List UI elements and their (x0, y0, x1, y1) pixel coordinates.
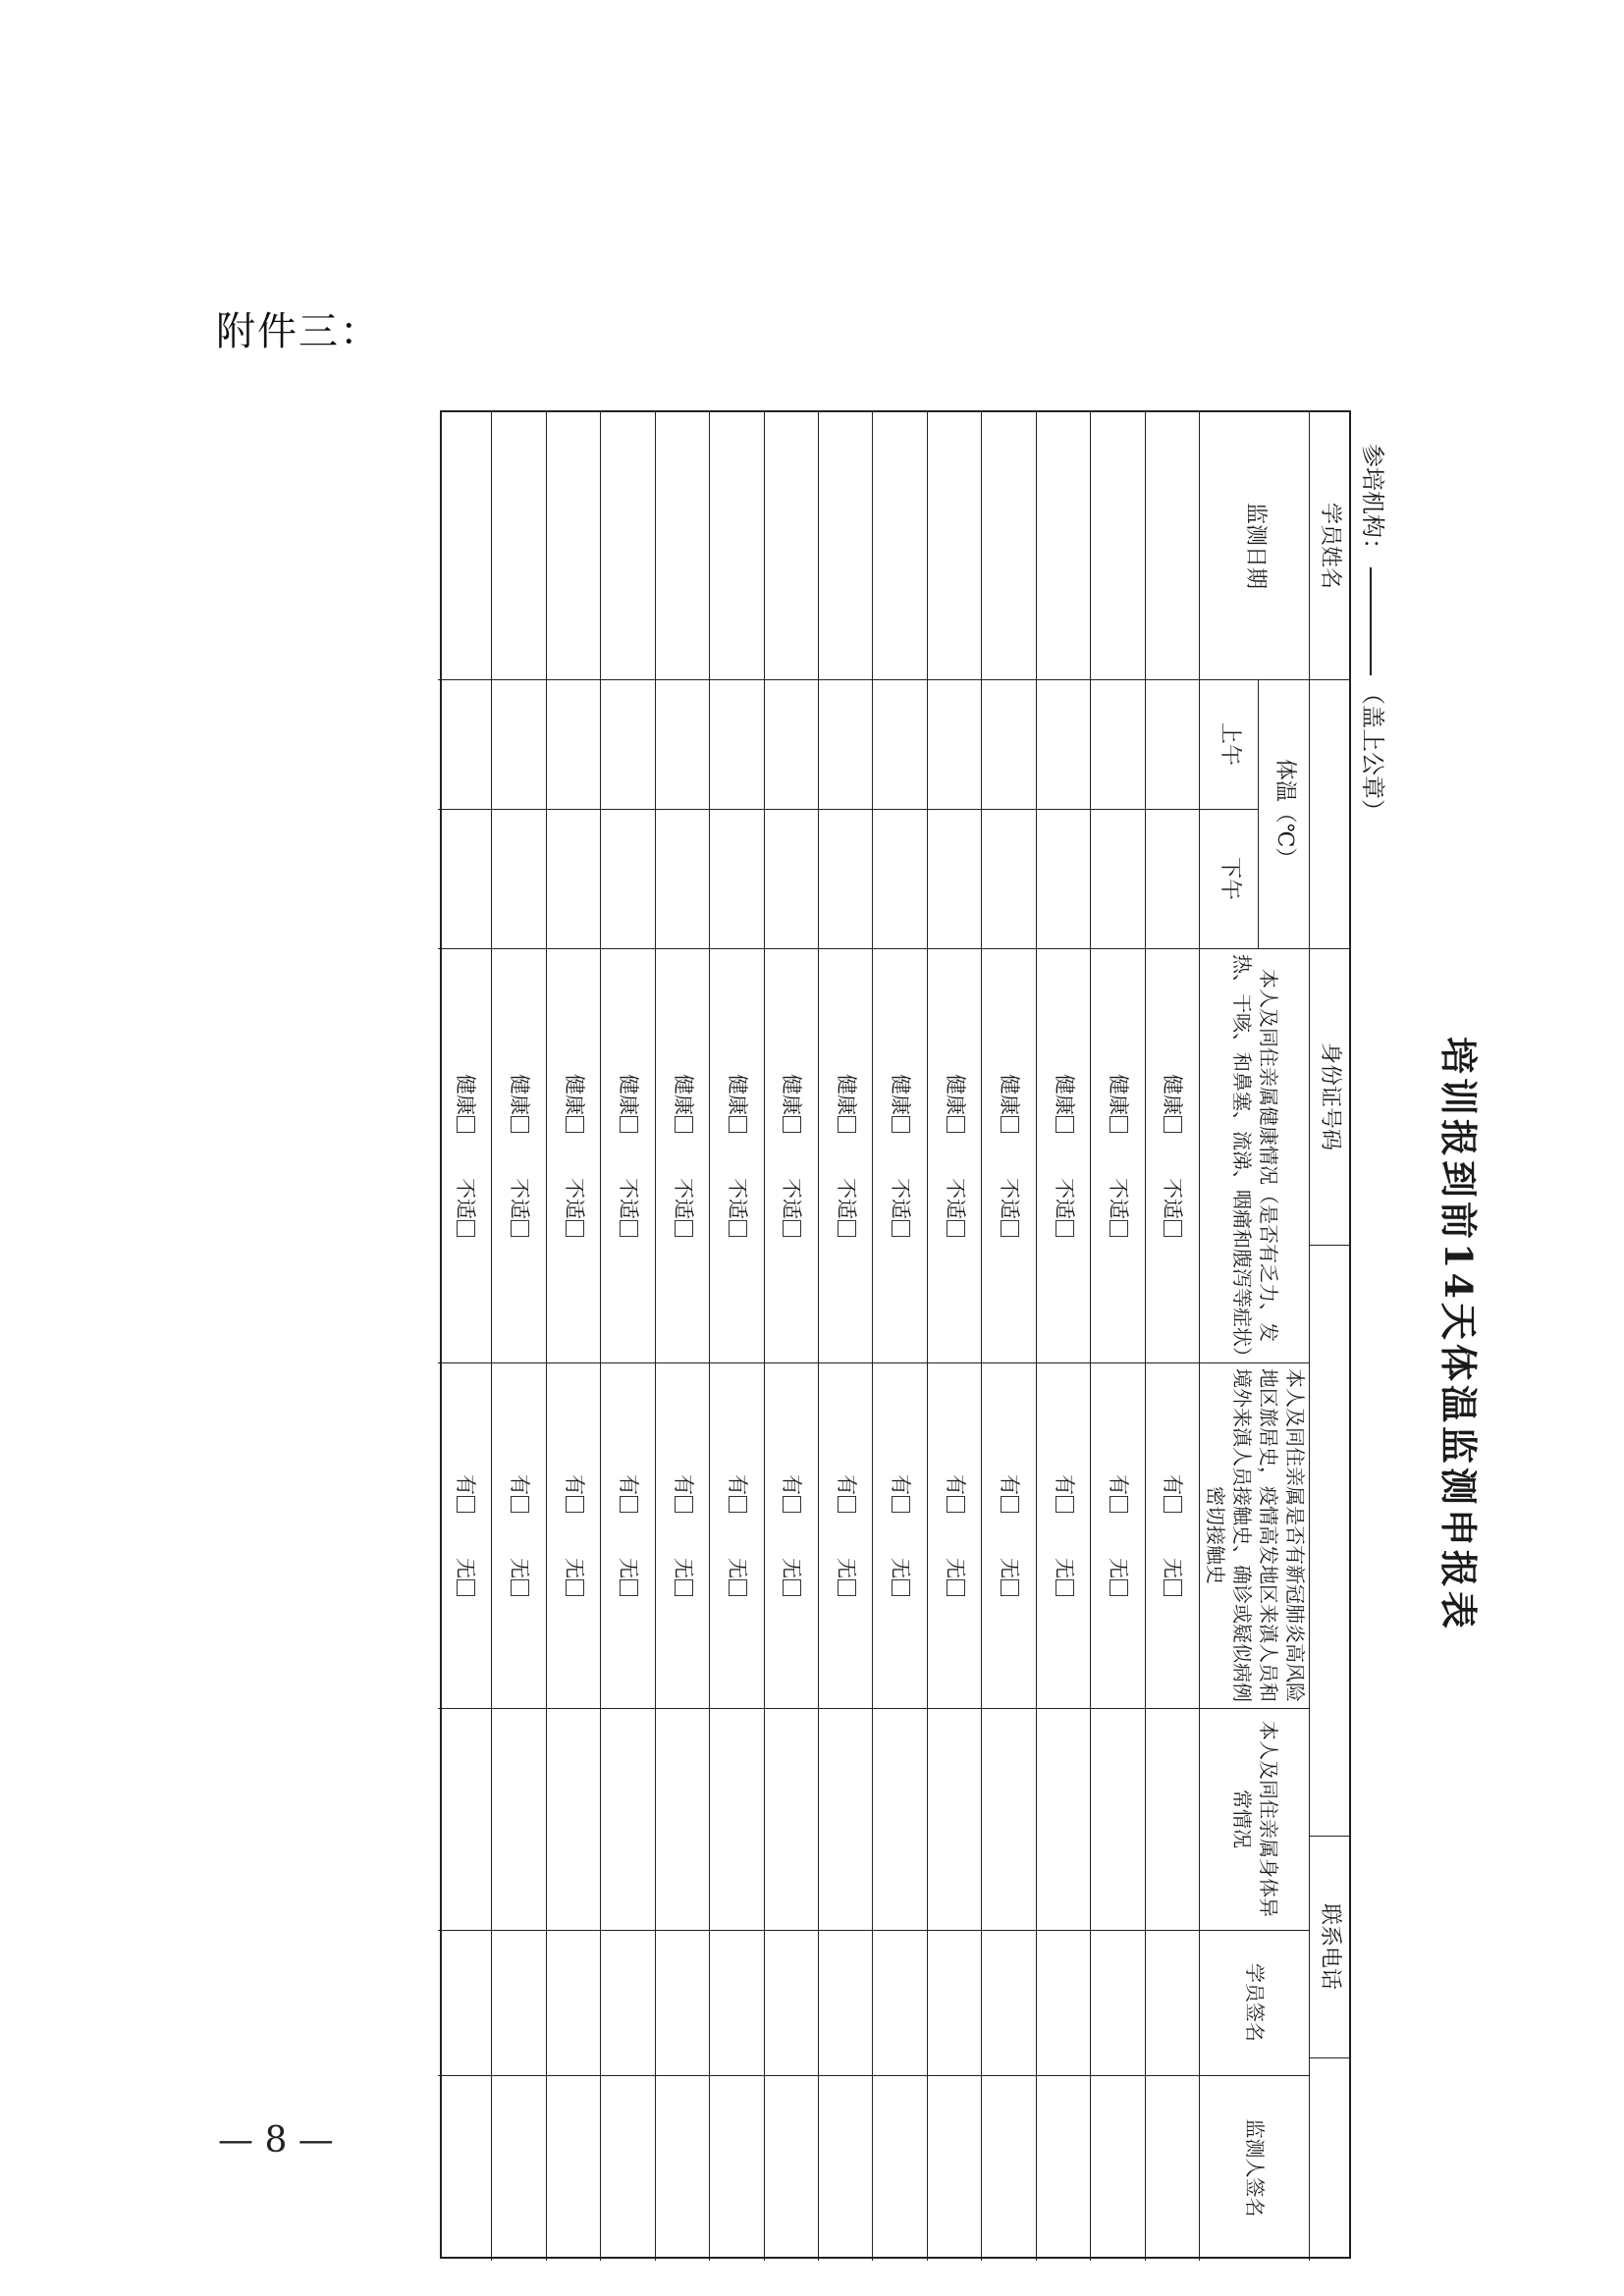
checkbox-icon[interactable] (1001, 1220, 1019, 1237)
option-label: 健康 (671, 1074, 695, 1115)
option-label: 不适 (943, 1178, 967, 1219)
no-checkbox[interactable] (1105, 1558, 1132, 1596)
student-name-label: 学员姓名 (1317, 502, 1342, 589)
option-label: 健康 (780, 1074, 804, 1115)
rule (438, 2075, 1310, 2076)
option-label: 无 (943, 1558, 967, 1578)
checkbox-icon[interactable] (457, 1220, 475, 1237)
checkbox-icon[interactable] (675, 1116, 693, 1133)
option-label: 不适 (726, 1178, 750, 1219)
option-label: 有 (943, 1474, 967, 1495)
no-checkbox[interactable] (615, 1558, 642, 1596)
checkbox-icon[interactable] (511, 1579, 529, 1596)
checkbox-icon[interactable] (620, 1579, 638, 1596)
unwell-checkbox[interactable] (615, 1178, 642, 1237)
checkbox-icon[interactable] (620, 1220, 638, 1237)
checkbox-icon[interactable] (783, 1496, 801, 1513)
checkbox-icon[interactable] (729, 1220, 747, 1237)
option-label: 不适 (671, 1178, 695, 1219)
option-label: 无 (562, 1558, 586, 1578)
exposure-cell (819, 1362, 873, 1708)
annex-label: 附件三： (216, 309, 381, 354)
yes-checkbox[interactable] (615, 1474, 642, 1513)
checkbox-icon[interactable] (892, 1496, 910, 1513)
no-checkbox[interactable] (452, 1558, 479, 1596)
unwell-checkbox[interactable] (1105, 1178, 1132, 1237)
checkbox-icon[interactable] (729, 1579, 747, 1596)
unwell-checkbox[interactable] (560, 1178, 587, 1237)
checkbox-icon[interactable] (1056, 1220, 1074, 1237)
healthy-checkbox[interactable] (887, 1074, 914, 1133)
healthy-checkbox[interactable] (724, 1074, 751, 1133)
checkbox-icon[interactable] (838, 1116, 856, 1133)
checkbox-icon[interactable] (783, 1116, 801, 1133)
morning-header: 上午 (1217, 721, 1242, 766)
student-name-field[interactable] (1310, 679, 1349, 948)
health-header: 本人及同住亲属健康情况（是否有乏力、发热、干咳、和鼻塞、流涕、咽痛和腹泻等症状） (1230, 954, 1280, 1366)
checkbox-icon[interactable] (457, 1579, 475, 1596)
no-checkbox[interactable] (996, 1558, 1023, 1596)
unwell-checkbox[interactable] (778, 1178, 805, 1237)
option-label: 不适 (780, 1178, 804, 1219)
checkbox-icon[interactable] (675, 1496, 693, 1513)
checkbox-icon[interactable] (1001, 1496, 1019, 1513)
health-status-cell (982, 948, 1036, 1362)
checkbox-icon[interactable] (729, 1496, 747, 1513)
option-label: 健康 (562, 1074, 586, 1115)
no-checkbox[interactable] (560, 1558, 587, 1596)
org-line (1351, 444, 1394, 823)
yes-checkbox[interactable] (669, 1474, 696, 1513)
yes-checkbox[interactable] (506, 1474, 533, 1513)
option-label: 无 (889, 1558, 913, 1578)
id-number-label: 身份证号码 (1317, 1041, 1342, 1150)
checkbox-icon[interactable] (620, 1116, 638, 1133)
option-label: 健康 (998, 1074, 1022, 1115)
page-number: — 8 — (218, 2120, 334, 2161)
yes-checkbox[interactable] (560, 1474, 587, 1513)
health-status-cell (1037, 948, 1091, 1362)
exposure-cell (873, 1362, 927, 1708)
option-label: 健康 (1107, 1074, 1131, 1115)
checkbox-icon[interactable] (838, 1220, 856, 1237)
health-status-cell (1146, 948, 1200, 1362)
no-checkbox[interactable] (1050, 1558, 1077, 1596)
healthy-checkbox[interactable] (778, 1074, 805, 1133)
exposure-cell (928, 1362, 982, 1708)
checkbox-icon[interactable] (1001, 1116, 1019, 1133)
rule (1310, 1245, 1349, 1246)
unwell-checkbox[interactable] (941, 1178, 968, 1237)
health-status-cell (710, 948, 764, 1362)
rule (1310, 2057, 1349, 2058)
unwell-checkbox[interactable] (669, 1178, 696, 1237)
checkbox-icon[interactable] (566, 1496, 584, 1513)
option-label: 健康 (508, 1074, 532, 1115)
option-label: 无 (1161, 1558, 1185, 1578)
option-label: 有 (1107, 1474, 1131, 1495)
yes-checkbox[interactable] (941, 1474, 968, 1513)
checkbox-icon[interactable] (1110, 1496, 1128, 1513)
option-label: 不适 (1107, 1178, 1131, 1219)
healthy-checkbox[interactable] (833, 1074, 860, 1133)
checkbox-icon[interactable] (620, 1496, 638, 1513)
option-label: 不适 (562, 1178, 586, 1219)
checkbox-icon[interactable] (1056, 1116, 1074, 1133)
checkbox-icon[interactable] (729, 1116, 747, 1133)
rule (438, 679, 1349, 680)
exposure-cell (492, 1362, 546, 1708)
option-label: 无 (1107, 1558, 1131, 1578)
checkbox-icon[interactable] (783, 1220, 801, 1237)
checkbox-icon[interactable] (566, 1220, 584, 1237)
checkbox-icon[interactable] (947, 1116, 965, 1133)
rule (1310, 1836, 1349, 1837)
no-checkbox[interactable] (724, 1558, 751, 1596)
option-label: 不适 (834, 1178, 858, 1219)
org-blank[interactable] (1371, 567, 1373, 675)
org-stamp-note: （盖上公章） (1359, 681, 1386, 823)
no-checkbox[interactable] (887, 1558, 914, 1596)
health-status-cell (819, 948, 873, 1362)
no-checkbox[interactable] (1159, 1558, 1186, 1596)
checkbox-icon[interactable] (1110, 1220, 1128, 1237)
checkbox-icon[interactable] (457, 1496, 475, 1513)
exposure-cell (656, 1362, 710, 1708)
option-label: 有 (1052, 1474, 1076, 1495)
checkbox-icon[interactable] (1164, 1496, 1182, 1513)
option-label: 不适 (998, 1178, 1022, 1219)
healthy-checkbox[interactable] (1159, 1074, 1186, 1133)
exposure-cell (547, 1362, 601, 1708)
exposure-cell (438, 1362, 492, 1708)
exposure-cell (710, 1362, 764, 1708)
checkbox-icon[interactable] (457, 1116, 475, 1133)
option-label: 不适 (453, 1178, 477, 1219)
option-label: 无 (453, 1558, 477, 1578)
exposure-cell (982, 1362, 1036, 1708)
option-label: 不适 (889, 1178, 913, 1219)
rule (1258, 679, 1259, 948)
option-label: 不适 (1161, 1178, 1185, 1219)
exposure-cell (765, 1362, 819, 1708)
option-label: 无 (998, 1558, 1022, 1578)
health-status-cell (547, 948, 601, 1362)
org-label: 参培机构： (1359, 444, 1386, 561)
checkbox-icon[interactable] (566, 1116, 584, 1133)
no-checkbox[interactable] (941, 1558, 968, 1596)
checkbox-icon[interactable] (783, 1579, 801, 1596)
exposure-cell (1037, 1362, 1091, 1708)
checkbox-icon[interactable] (892, 1220, 910, 1237)
checkbox-icon[interactable] (1164, 1116, 1182, 1133)
checkbox-icon[interactable] (1056, 1579, 1074, 1596)
exposure-header: 本人及同住亲属是否有新冠肺炎高风险地区旅居史，疫情高发地区来滇人员和境外来滇人员接触史、确诊或疑似病例密切接触史 (1204, 1368, 1307, 1702)
checkbox-icon[interactable] (566, 1579, 584, 1596)
checkbox-icon[interactable] (838, 1579, 856, 1596)
option-label: 无 (508, 1558, 532, 1578)
checkbox-icon[interactable] (1001, 1579, 1019, 1596)
no-checkbox[interactable] (669, 1558, 696, 1596)
option-label: 有 (726, 1474, 750, 1495)
unwell-checkbox[interactable] (452, 1178, 479, 1237)
option-label: 健康 (1161, 1074, 1185, 1115)
healthy-checkbox[interactable] (1105, 1074, 1132, 1133)
exposure-cell (1146, 1362, 1200, 1708)
option-label: 有 (834, 1474, 858, 1495)
checkbox-icon[interactable] (947, 1496, 965, 1513)
health-status-cell (492, 948, 546, 1362)
rule (438, 809, 1259, 810)
option-label: 有 (780, 1474, 804, 1495)
option-label: 有 (889, 1474, 913, 1495)
option-label: 无 (617, 1558, 641, 1578)
checkbox-icon[interactable] (511, 1496, 529, 1513)
phone-field[interactable] (1310, 2057, 1349, 2261)
checkbox-icon[interactable] (838, 1496, 856, 1513)
healthy-checkbox[interactable] (452, 1074, 479, 1133)
yes-checkbox[interactable] (1105, 1474, 1132, 1513)
unwell-checkbox[interactable] (1159, 1178, 1186, 1237)
yes-checkbox[interactable] (996, 1474, 1023, 1513)
healthy-checkbox[interactable] (941, 1074, 968, 1133)
student-sign-header: 学员签名 (1243, 1963, 1268, 2042)
health-status-cell (438, 948, 492, 1362)
checkbox-icon[interactable] (1164, 1579, 1182, 1596)
checkbox-icon[interactable] (511, 1220, 529, 1237)
option-label: 无 (726, 1558, 750, 1578)
yes-checkbox[interactable] (778, 1474, 805, 1513)
checkbox-icon[interactable] (1110, 1116, 1128, 1133)
checkbox-icon[interactable] (675, 1579, 693, 1596)
healthy-checkbox[interactable] (996, 1074, 1023, 1133)
checkbox-icon[interactable] (1110, 1579, 1128, 1596)
option-label: 有 (562, 1474, 586, 1495)
exposure-cell (601, 1362, 655, 1708)
healthy-checkbox[interactable] (560, 1074, 587, 1133)
temperature-header: 体温（℃） (1272, 758, 1297, 870)
checkbox-icon[interactable] (892, 1116, 910, 1133)
health-status-cell (1091, 948, 1145, 1362)
abnormal-header: 本人及同住亲属身体异常情况 (1230, 1721, 1280, 1917)
checkbox-icon[interactable] (947, 1579, 965, 1596)
form-sheet (244, 410, 1500, 2259)
healthy-checkbox[interactable] (506, 1074, 533, 1133)
option-label: 有 (998, 1474, 1022, 1495)
checkbox-icon[interactable] (1056, 1496, 1074, 1513)
yes-checkbox[interactable] (1050, 1474, 1077, 1513)
id-number-field[interactable] (1310, 1245, 1349, 1836)
yes-checkbox[interactable] (452, 1474, 479, 1513)
yes-checkbox[interactable] (724, 1474, 751, 1513)
healthy-checkbox[interactable] (615, 1074, 642, 1133)
option-label: 有 (617, 1474, 641, 1495)
unwell-checkbox[interactable] (996, 1178, 1023, 1237)
exposure-cell (1091, 1362, 1145, 1708)
option-label: 健康 (617, 1074, 641, 1115)
rule (438, 1930, 1310, 1931)
option-label: 健康 (453, 1074, 477, 1115)
form-title: 培训报到前14天体温监测申报表 (1436, 1037, 1481, 1632)
option-label: 无 (834, 1558, 858, 1578)
rule (1309, 412, 1310, 2261)
option-label: 健康 (834, 1074, 858, 1115)
rule (438, 1708, 1310, 1709)
option-label: 有 (1161, 1474, 1185, 1495)
yes-checkbox[interactable] (887, 1474, 914, 1513)
checkbox-icon[interactable] (675, 1220, 693, 1237)
health-status-cell (928, 948, 982, 1362)
no-checkbox[interactable] (833, 1558, 860, 1596)
phone-label: 联系电话 (1317, 1902, 1342, 1990)
option-label: 有 (671, 1474, 695, 1495)
unwell-checkbox[interactable] (724, 1178, 751, 1237)
option-label: 健康 (943, 1074, 967, 1115)
yes-checkbox[interactable] (1159, 1474, 1186, 1513)
healthy-checkbox[interactable] (1050, 1074, 1077, 1133)
checkbox-icon[interactable] (511, 1116, 529, 1133)
option-label: 健康 (726, 1074, 750, 1115)
unwell-checkbox[interactable] (833, 1178, 860, 1237)
health-status-cell (656, 948, 710, 1362)
health-status-cell (873, 948, 927, 1362)
healthy-checkbox[interactable] (669, 1074, 696, 1133)
checkbox-icon[interactable] (1164, 1220, 1182, 1237)
health-status-cell (765, 948, 819, 1362)
option-label: 不适 (1052, 1178, 1076, 1219)
unwell-checkbox[interactable] (506, 1178, 533, 1237)
afternoon-header: 下午 (1217, 856, 1242, 900)
option-label: 不适 (508, 1178, 532, 1219)
unwell-checkbox[interactable] (887, 1178, 914, 1237)
yes-checkbox[interactable] (833, 1474, 860, 1513)
option-label: 有 (453, 1474, 477, 1495)
no-checkbox[interactable] (506, 1558, 533, 1596)
checkbox-icon[interactable] (947, 1220, 965, 1237)
no-checkbox[interactable] (778, 1558, 805, 1596)
monitor-sign-header: 监测人签名 (1243, 2118, 1268, 2217)
option-label: 无 (1052, 1558, 1076, 1578)
option-label: 健康 (1052, 1074, 1076, 1115)
date-header: 监测日期 (1242, 502, 1268, 589)
health-status-cell (601, 948, 655, 1362)
checkbox-icon[interactable] (892, 1579, 910, 1596)
unwell-checkbox[interactable] (1050, 1178, 1077, 1237)
option-label: 无 (780, 1558, 804, 1578)
monitoring-table (440, 410, 1351, 2259)
option-label: 不适 (617, 1178, 641, 1219)
option-label: 健康 (889, 1074, 913, 1115)
option-label: 无 (671, 1558, 695, 1578)
option-label: 有 (508, 1474, 532, 1495)
